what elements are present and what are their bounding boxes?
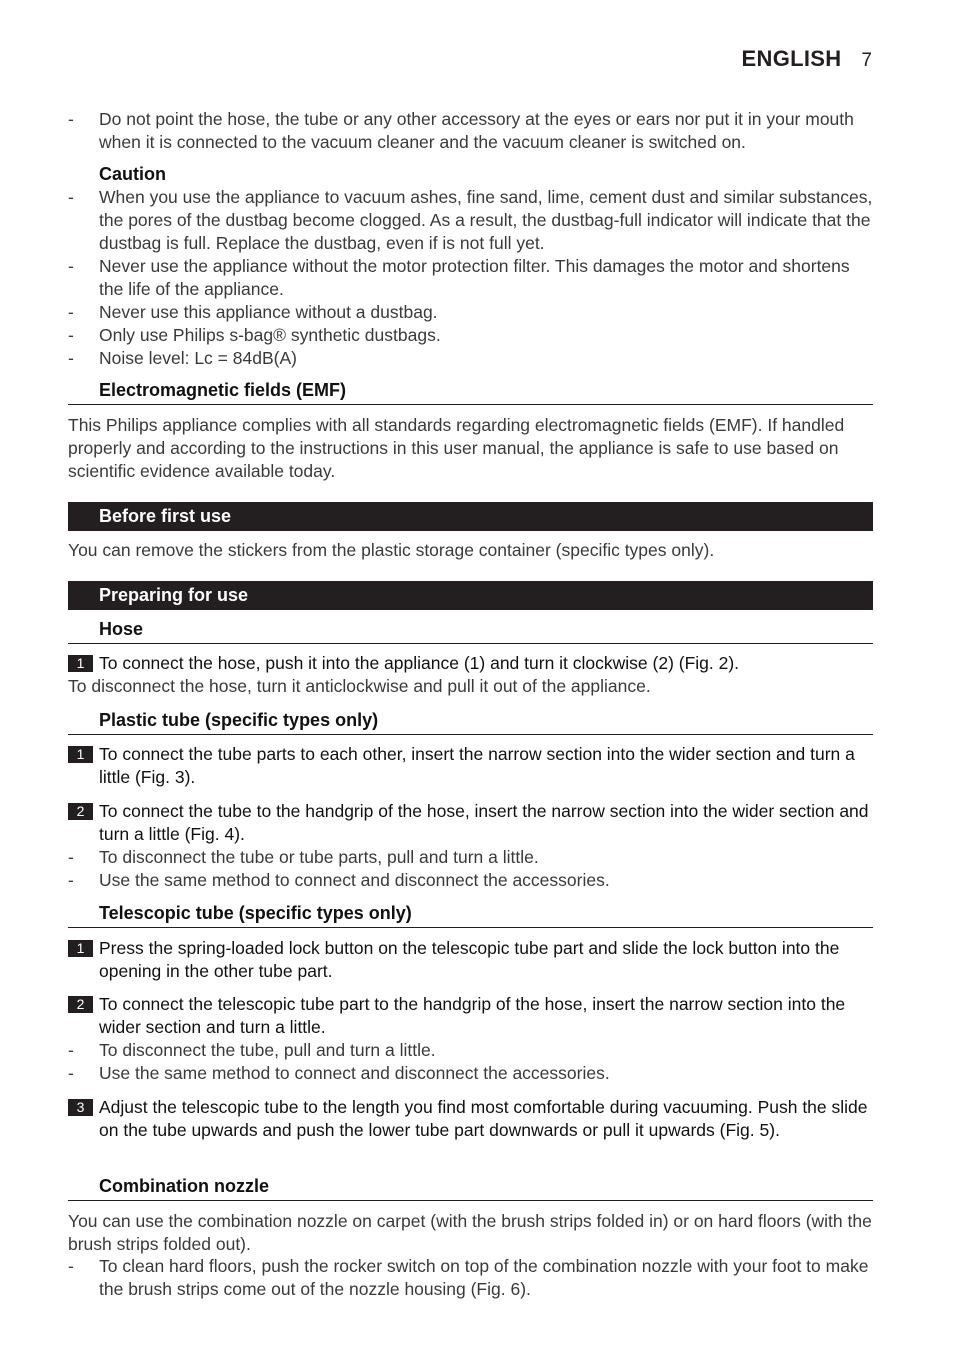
list-item: - To clean hard floors, push the rocker switch on top of the combination nozzle with your foot to make the brush strips come out of the nozzle housing (Fig. 6). (68, 1256, 869, 1299)
hose-step-1: 1 To connect the hose, push it into the appliance (1) and turn it clockwise (2) (Fig. 2). (68, 652, 873, 675)
list-item: - Do not point the hose, the tube or any other accessory at the eyes or ears nor put it in your mouth when it is connected to the vacuum cleaner and the vacuum cleaner is switched on. (68, 109, 854, 152)
list-item: - To disconnect the tube or tube parts, pull and turn a little. (68, 847, 539, 867)
list-item: - Never use the appliance without the motor protection filter. This damages the motor and shortens the life of the appliance. (68, 256, 850, 299)
step-number: 1 (68, 746, 93, 763)
plastic-tube-step-1: 1 To connect the tube parts to each other, insert the narrow section into the wider section and turn a little (Fig. 3). (68, 743, 873, 789)
telescopic-tube-list (68, 1039, 873, 1085)
combination-nozzle-text: You can use the combination nozzle on carpet (with the brush strips folded in) or on hard floors (with the brush strips folded out). (68, 1211, 872, 1254)
language-label: ENGLISH (741, 46, 842, 71)
before-first-use-heading: Before first use (68, 502, 873, 531)
list-item: - Only use Philips s-bag® synthetic dustbags. (68, 325, 441, 345)
plastic-tube-step-2: 2 To connect the tube to the handgrip of the hose, insert the narrow section into the wider section and turn a little (Fig. 4). (68, 800, 873, 846)
list-item: - Never use this appliance without a dustbag. (68, 302, 438, 322)
list-item: - To disconnect the tube, pull and turn a little. (68, 1040, 436, 1060)
list-item: - Noise level: Lc = 84dB(A) (68, 348, 297, 368)
list-item: - Use the same method to connect and disconnect the accessories. (68, 1063, 610, 1083)
plastic-tube-heading: Plastic tube (specific types only) (68, 709, 873, 735)
preparing-heading: Preparing for use (68, 581, 873, 610)
combination-nozzle-list (68, 1255, 873, 1301)
hose-note: To disconnect the hose, turn it anticlockwise and pull it out of the appliance. (68, 676, 651, 696)
page-number: 7 (861, 50, 872, 71)
telescopic-tube-step-1: 1 Press the spring-loaded lock button on the telescopic tube part and slide the lock button into the opening in the other tube part. (68, 937, 873, 983)
caution-list (68, 186, 873, 370)
list-item: - Use the same method to connect and disconnect the accessories. (68, 870, 610, 890)
step-number: 2 (68, 803, 93, 820)
telescopic-tube-step-3: 3 Adjust the telescopic tube to the length you find most comfortable during vacuuming. Push the slide on the tube upwards and push the lower tube part downwards or pull it upwards (Fig. 5). (68, 1096, 873, 1142)
plastic-tube-list (68, 846, 873, 892)
step-number: 1 (68, 655, 93, 672)
telescopic-tube-heading: Telescopic tube (specific types only) (68, 902, 873, 928)
caution-title: Caution (99, 164, 166, 184)
page-header (742, 46, 872, 72)
emf-heading: Electromagnetic fields (EMF) (68, 379, 873, 405)
emf-text: This Philips appliance complies with all standards regarding electromagnetic fields (EMF). If handled properly and according to the instructions in this user manual, the appliance is safe to use based on scientific evidence available today. (68, 415, 845, 481)
telescopic-tube-step-2: 2 To connect the telescopic tube part to the handgrip of the hose, insert the narrow section into the wider section and turn a little. (68, 993, 873, 1039)
step-number: 1 (68, 940, 93, 957)
list-item: - When you use the appliance to vacuum ashes, fine sand, lime, cement dust and similar substances, the pores of the dustbag become clogged. As a result, the dustbag-full indicator will indicate that the dustbag is full. Replace the dustbag, even if is not full yet. (68, 187, 873, 253)
step-number: 2 (68, 996, 93, 1013)
before-first-use-text: You can remove the stickers from the plastic storage container (specific types only). (68, 540, 715, 560)
combination-nozzle-heading: Combination nozzle (68, 1175, 873, 1201)
step-number: 3 (68, 1099, 93, 1116)
hose-heading: Hose (68, 618, 873, 644)
